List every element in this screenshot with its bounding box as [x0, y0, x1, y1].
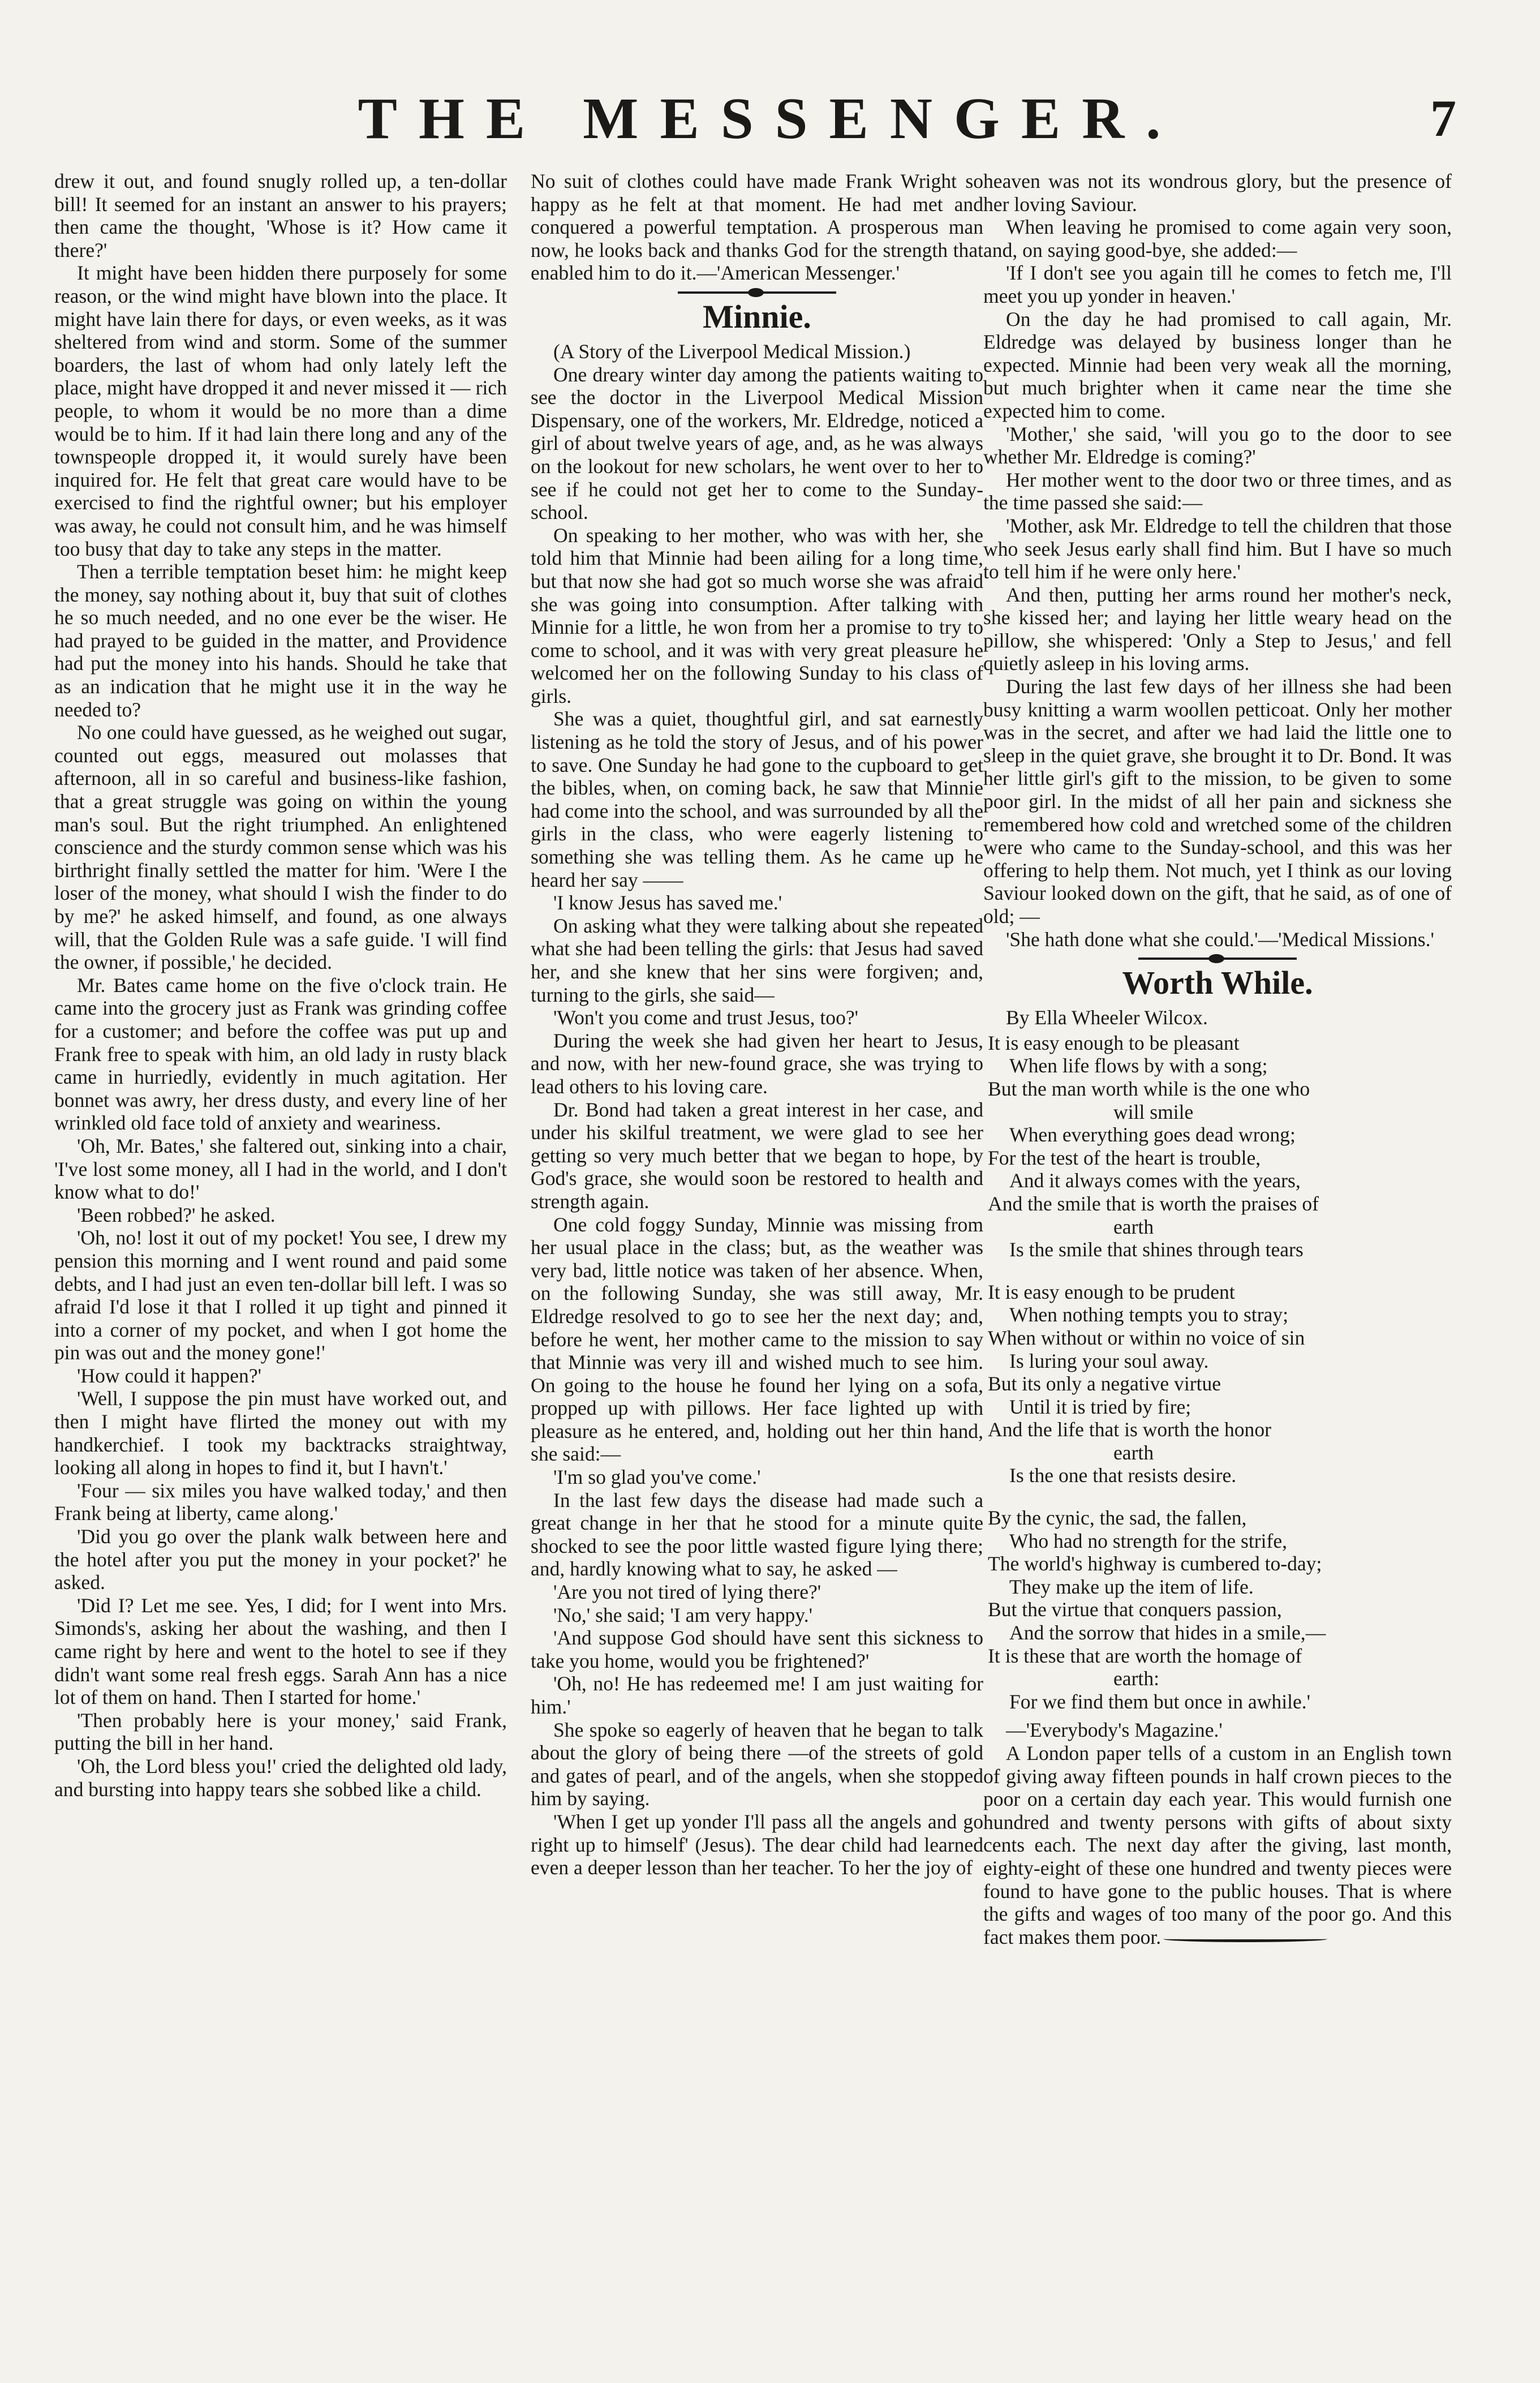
story-conclusion: No suit of clothes could have made Frank Wright so happy as he felt at that moment. He had met and conquered a powerful temptation. A prosperous man now, he looks back and thanks God for the strength that enabled him to do it.—'American Messenger.' [531, 170, 983, 285]
paragraph: heaven was not its wondrous glory, but the presence of her loving Saviour. [983, 170, 1452, 216]
poem-line: But the man worth while is the one who [988, 1077, 1310, 1100]
paragraph: 'And suppose God should have sent this sickness to take you home, would you be frightened?' [531, 1626, 983, 1672]
paragraph: She spoke so eagerly of heaven that he began to talk about the glory of being there —of the streets of gold and gates of pearl, and of the angels, when she stopped him by saying. [531, 1718, 983, 1810]
poem-line: It is easy enough to be prudent [988, 1280, 1235, 1303]
paragraph: On speaking to her mother, who was with her, she told him that Minnie had been ailing for a long time, but that now she had got so much worse she was afraid she was going into consumption. After talking with Minnie for a little, he won from her a promise to try to come to school, and it was with very great pleasure he welcomed her on the following Sunday to his class of girls. [531, 523, 983, 707]
poem-line: For we find them but once in awhile.' [1009, 1690, 1311, 1713]
paragraph: 'Oh, the Lord bless you!' cried the delighted old lady, and bursting into happy tears she sobbed like a child. [54, 1754, 507, 1801]
column-1 [54, 170, 507, 2354]
poem-line: Is the smile that shines through tears [1009, 1238, 1304, 1261]
paragraph: 'How could it happen?' [77, 1364, 262, 1387]
col3-body [983, 170, 1452, 951]
article-subheading: (A Story of the Liverpool Medical Mission.) [553, 340, 911, 363]
paragraph: 'No,' she said; 'I am very happy.' [553, 1603, 813, 1626]
poem-line: earth: [1113, 1667, 1159, 1690]
poem-line: It is easy enough to be pleasant [988, 1031, 1240, 1054]
paragraph: In the last few days the disease had made such a great change in her that he stood for a minute quite shocked to see the poor little wasted figure lying there; and, hardly knowing what to say, he asked — [531, 1488, 983, 1581]
poem-line: And the sorrow that hides in a smile,— [1009, 1621, 1326, 1645]
closing-text: A London paper tells of a custom in an English town of giving away fifteen pounds in half crown pieces to the poor on a certain day each year. This would furnish one hundred and twenty persons with gifts of about sixty cents each. The next day after the giving, last month, eighty-eight of these one hundred and twenty pieces were found to have gone to the public houses. That is where the gifts and wages of too many of the poor go. And this fact makes them poor. [983, 1742, 1452, 1948]
poem-line: Until it is tried by fire; [1009, 1395, 1191, 1418]
paragraph: 'I know Jesus has saved me.' [553, 891, 782, 914]
paragraph: 'When I get up yonder I'll pass all the angels and go right up to himself' (Jesus). The dear child had learned even a deeper lesson than her teacher. To her the joy of [531, 1810, 983, 1879]
poem-line: But its only a negative virtue [988, 1372, 1221, 1396]
masthead [0, 85, 1540, 164]
poem-line: But the virtue that conquers passion, [988, 1598, 1282, 1621]
paragraph: And then, putting her arms round her mother's neck, she kissed her; and laying her little weary head on the pillow, she whispered: 'Only a Step to Jesus,' and fell quietly asleep in his loving arms. [983, 583, 1452, 675]
paragraph: On the day he had promised to call again, Mr. Eldredge was delayed by business longer than he expected. Minnie had been very weak all the morning, but much brighter when it came near the time she expected him to come. [983, 307, 1452, 422]
paragraph: Mr. Bates came home on the five o'clock train. He came into the grocery just as Frank was grinding coffee for a customer; and before the coffee was put up and Frank free to speak with him, an old lady in rusty black came in hurriedly, evidently in much agitation. Her bonnet was awry, her dress dusty, and every line of her wrinkled old face told of anxiety and weariness. [54, 973, 507, 1135]
paragraph: 'She hath done what she could.'—'Medical Missions.' [1006, 928, 1434, 951]
stanza-gap [983, 1487, 1452, 1506]
paragraph: Then a terrible temptation beset him: he might keep the money, say nothing about it, buy that suit of clothes he so much needed, and no one ever be the wiser. He had prayed to be guided in the matter, and Providence had put the money into his hands. Should he take that as an indication that he might use it in the way he needed to? [54, 560, 507, 721]
poem-line: Is luring your soul away. [1009, 1349, 1209, 1372]
paragraph: On asking what they were talking about she repeated what she had been telling the girls: that Jesus had saved her, and she knew that her sins were forgiven; and, turning to the girls, she said— [531, 914, 983, 1006]
poem-line: For the test of the heart is trouble, [988, 1146, 1261, 1169]
paragraph: 'Oh, Mr. Bates,' she faltered out, sinking into a chair, 'I've lost some money, all I had in the world, and I don't know what to do!' [54, 1134, 507, 1204]
poem [983, 1032, 1452, 1714]
closing-swash [1163, 1936, 1327, 1942]
poem-line: Who had no strength for the strife, [1009, 1529, 1288, 1552]
poem-line: earth [1113, 1441, 1154, 1464]
poem-line: The world's highway is cumbered to-day; [988, 1552, 1322, 1575]
paragraph: 'Oh, no! lost it out of my pocket! You see, I drew my pension this morning and I went round and paid some debts, and I had just an even ten-dollar bill left. I was so afraid I'd lose it that I rolled it up tight and pinned it into a corner of my pocket, and when I got home the pin was out and the money gone!' [54, 1226, 507, 1364]
paragraph: 'Been robbed?' he asked. [77, 1203, 276, 1226]
paragraph: She was a quiet, thoughtful girl, and sat earnestly listening as he told the story of Jesus, and of his power to save. One Sunday he had gone to the cupboard to get the bibles, when, on coming back, he saw that Minnie had come into the school, and was surrounded by all the girls in the class, who were eagerly listening to something she was telling them. As he came up he heard her say —— [531, 707, 983, 891]
poem-line: It is these that are worth the homage of [988, 1644, 1302, 1667]
paragraph: 'Are you not tired of lying there?' [553, 1581, 821, 1604]
col2-body [531, 363, 983, 1879]
paragraph: One cold foggy Sunday, Minnie was missing from her usual place in the class; but, as the weather was very bad, little notice was taken of her absence. When, on the following Sunday, she was still away, Mr. Eldredge resolved to go to see her the next day; and, before he went, her mother came to the mission to say that Minnie was very ill and wished much to see him. On going to the house he found her lying on a sofa, propped up with pillows. Her face lighted up with pleasure as he entered, and, holding out her thin hand, she said:— [531, 1213, 983, 1466]
poem-attribution: —'Everybody's Magazine.' [1006, 1719, 1223, 1742]
paragraph: 'Well, I suppose the pin must have worked out, and then I might have flirted the money out with my handkerchief. I took my backtracks straightway, looking all along in hopes to find it, but I havn't.' [54, 1387, 507, 1479]
poem-line: And the smile that is worth the praises of [988, 1192, 1319, 1215]
article-heading-minnie: Minnie. [703, 298, 811, 335]
paragraph: When leaving he promised to come again very soon, and, on saying good-bye, she added:— [983, 216, 1452, 261]
stanza-gap [983, 1261, 1452, 1281]
poem-heading: Worth While. [1122, 964, 1313, 1002]
paragraph: 'Did I? Let me see. Yes, I did; for I went into Mrs. Simonds's, asking her about the washing, and then I came right by here and went to the hotel to see if they didn't want some real fresh eggs. Sarah Ann has a nice lot of them on hand. Then I started for home.' [54, 1594, 507, 1709]
poem-line: They make up the item of life. [1009, 1575, 1254, 1598]
paragraph: No one could have guessed, as he weighed out sugar, counted out eggs, measured out molasses that afternoon, all in so careful and business-like fashion, that a great struggle was going on within the young man's soul. But the right triumphed. An enlightened conscience and the sturdy common sense which was his birthright finally settled the matter for him. 'Were I the loser of the money, what should I wish the finder to do by me?' he asked himself, and found, as one always will, that the Golden Rule was a safe guide. 'I will find the owner, if possible,' he decided. [54, 721, 507, 974]
paragraph: 'If I don't see you again till he comes to fetch me, I'll meet you up yonder in heaven.' [983, 261, 1452, 307]
paragraph: 'I'm so glad you've come.' [553, 1466, 761, 1489]
section-rule [678, 291, 836, 294]
paragraph: 'Won't you come and trust Jesus, too?' [553, 1006, 859, 1029]
page-number: 7 [1430, 89, 1456, 147]
paragraph: 'Oh, no! He has redeemed me! I am just waiting for him.' [531, 1672, 983, 1718]
paragraph: During the last few days of her illness she had been busy knitting a warm woollen petticoat. Only her mother was in the secret, and after we had laid the little one to sleep in the quiet grave, she brought it to Dr. Bond. It was her little girl's gift to the mission, to be given to some poor girl. In the midst of all her pain and sickness she remembered how cold and wretched some of the children were who came to the Sunday-school, and this was her offering to help them. Not much, yet I think as our loving Saviour looked down on the gift, that he said, as of one of old; — [983, 675, 1452, 928]
poem-byline: By Ella Wheeler Wilcox. [1006, 1006, 1208, 1029]
paragraph: 'Mother, ask Mr. Eldredge to tell the children that those who seek Jesus early shall find him. But I have so much to tell him if he were only here.' [983, 514, 1452, 583]
newspaper-title: THE MESSENGER. [358, 86, 1182, 151]
paragraph: 'Did you go over the plank walk between here and the hotel after you put the money in your pocket?' he asked. [54, 1525, 507, 1594]
poem-line: earth [1113, 1215, 1154, 1238]
paragraph: Dr. Bond had taken a great interest in her case, and under his skilful treatment, we were glad to see her getting so very much better that we began to hope, by God's grace, she would soon be restored to health and strength again. [531, 1098, 983, 1213]
paragraph: 'Then probably here is your money,' said Frank, putting the bill in her hand. [54, 1708, 507, 1755]
poem-line: And the life that is worth the honor [988, 1418, 1271, 1441]
poem-line: And it always comes with the years, [1009, 1169, 1301, 1192]
paragraph: drew it out, and found snugly rolled up, a ten-dollar bill! It seemed for an instant an answer to his prayers; then came the thought, 'Whose is it? How came it there?' [54, 170, 507, 261]
poem-line: By the cynic, the sad, the fallen, [988, 1506, 1247, 1530]
paragraph: It might have been hidden there purposely for some reason, or the wind might have blown into the place. It might have lain there for days, or even weeks, as it was sheltered from wind and storm. Some of the summer boarders, the last of whom had only lately left the place, might have dropped it and never missed it — rich people, to whom it would be no more than a dime would be to him. If it had lain there long and any of the townspeople dropped it, it would surely have been inquired for. He felt that great care would have to be exercised to find the rightful owner; but his employer was away, he could not consult him, and he was himself too busy that day to take any steps in the matter. [54, 261, 507, 560]
column-3 [983, 170, 1452, 2354]
section-rule [1138, 958, 1297, 960]
poem-line: When without or within no voice of sin [988, 1326, 1305, 1349]
poem-line: When life flows by with a song; [1009, 1054, 1268, 1077]
poem-line: When everything goes dead wrong; [1009, 1123, 1296, 1147]
paragraph: 'Four — six miles you have walked today,' and then Frank being at liberty, came along.' [54, 1479, 507, 1525]
poem-line: will smile [1113, 1100, 1194, 1123]
paragraph: One dreary winter day among the patients waiting to see the doctor in the Liverpool Medical Mission Dispensary, one of the workers, Mr. Eldredge, noticed a girl of about twelve years of age, and, as he was always on the lookout for new scholars, he went over to her to see if he could not get her to come to the Sunday-school. [531, 363, 983, 524]
column-2 [531, 170, 983, 2354]
poem-line: Is the one that resists desire. [1009, 1464, 1237, 1487]
paragraph: Her mother went to the door two or three times, and as the time passed she said:— [983, 468, 1452, 514]
paragraph: During the week she had given her heart to Jesus, and now, with her new-found grace, she was trying to lead others to his loving care. [531, 1029, 983, 1098]
closing-paragraph [983, 1742, 1452, 1948]
poem-line: When nothing tempts you to stray; [1009, 1303, 1289, 1326]
col1-body [54, 170, 507, 1801]
paragraph: 'Mother,' she said, 'will you go to the door to see whether Mr. Eldredge is coming?' [983, 422, 1452, 469]
